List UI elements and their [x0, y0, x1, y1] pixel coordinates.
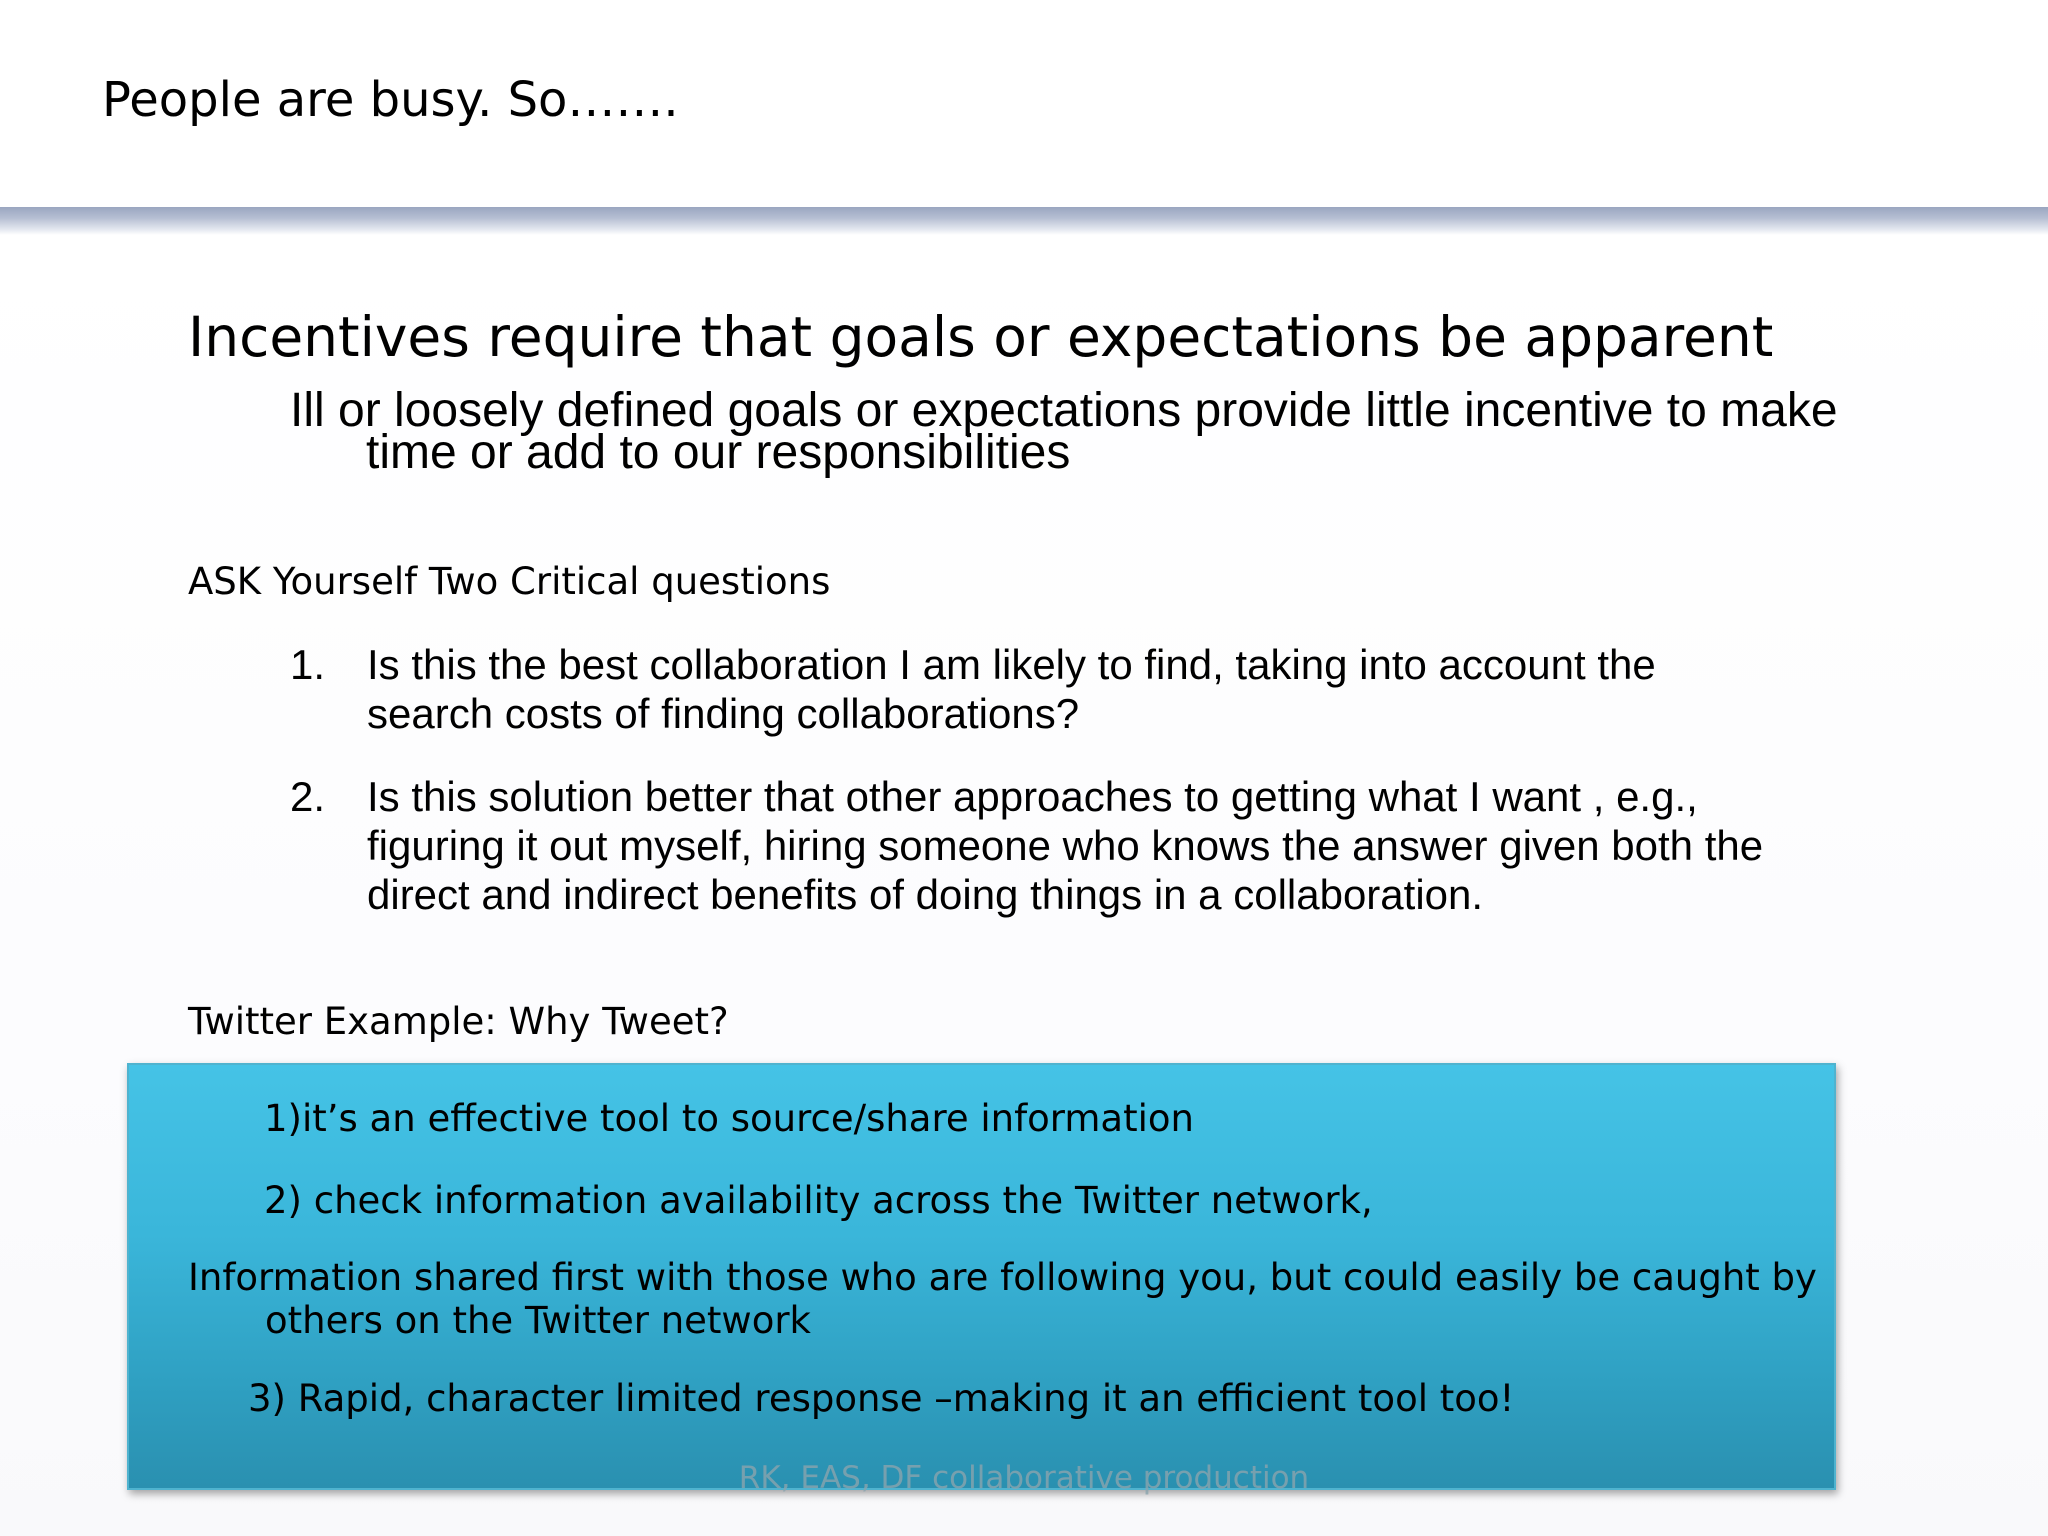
twitter-point-1: 1)it’s an effective tool to source/share information	[264, 1097, 1194, 1140]
question-number: 1.	[290, 641, 326, 688]
question-text: Is this solution better that other approaches to getting what I want , e.g., figuring it out myself, hiring someone who knows the answer given both the direct and indirect benefits of doing things in a collaboration.	[367, 773, 1764, 918]
main-heading: Incentives require that goals or expectations be apparent	[188, 305, 1774, 369]
title-divider-bar	[0, 207, 2048, 235]
slide-footer: RK, EAS, DF collaborative production	[738, 1460, 1310, 1496]
twitter-example-label: Twitter Example: Why Tweet?	[188, 1000, 729, 1043]
question-text: Is this the best collaboration I am likely to find, taking into account the search costs of finding collaborations?	[367, 641, 1656, 737]
twitter-info-paragraph: Information shared first with those who are following you, but could easily be caught by others on the Twitter network	[188, 1256, 1817, 1342]
twitter-point-2: 2) check information availability across the Twitter network,	[264, 1179, 1373, 1222]
slide-title: People are busy. So…….	[102, 72, 679, 128]
question-number: 2.	[290, 773, 326, 820]
ask-yourself-label: ASK Yourself Two Critical questions	[188, 560, 831, 603]
question-item	[290, 772, 1790, 919]
sub-heading: Ill or loosely defined goals or expectations provide little incentive to make time or add to our responsibilities	[290, 384, 1838, 479]
question-item	[290, 640, 1790, 738]
twitter-point-3: 3) Rapid, character limited response –making it an efficient tool too!	[248, 1377, 1515, 1420]
